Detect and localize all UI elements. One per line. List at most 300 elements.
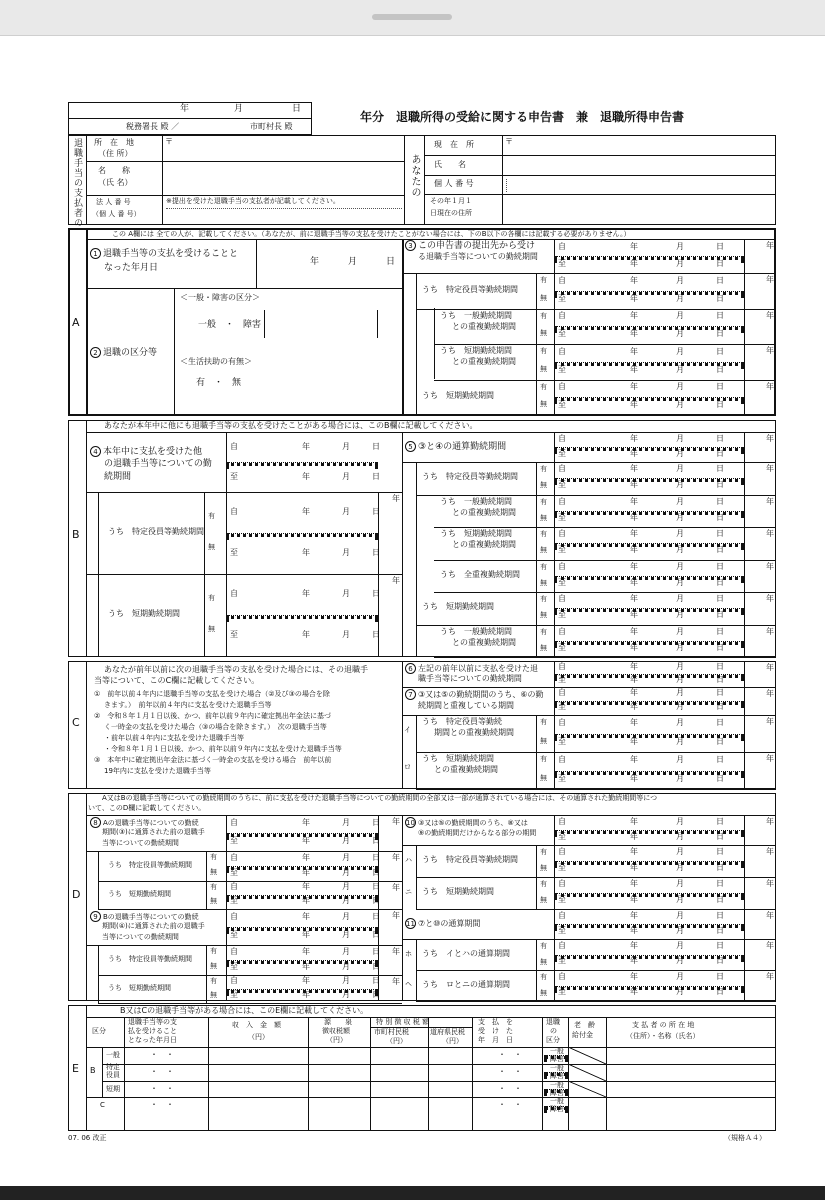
c-ib-d1: 日 [716, 773, 724, 783]
c-ia-m1: 月 [676, 736, 684, 746]
c-ia-yes[interactable]: 有 [540, 718, 547, 726]
b-short-yn-rule [204, 574, 205, 656]
d-q8-to: 至 [230, 836, 238, 845]
b-r-short-from: 自 [558, 594, 566, 604]
d-q9-short-label: うち 短期勤続期間 [108, 984, 171, 992]
e-row-retire-gen-2[interactable]: 一般 [550, 1080, 564, 1089]
a-short-d1: 日 [716, 400, 724, 410]
a-short-total-year: 年 [766, 381, 774, 391]
a-short-d0: 日 [716, 382, 724, 392]
b-r-shortdup-from: 自 [558, 529, 566, 539]
d-q9-officer-to: 至 [230, 961, 238, 971]
b-officer-from: 自 [230, 506, 238, 516]
d-q9-officer-yes[interactable]: 有 [210, 947, 217, 955]
a-general-dup-m0: 月 [676, 311, 684, 321]
you-name-label: 氏 名 [434, 160, 466, 169]
b-r-general-yes[interactable]: 有 [540, 497, 547, 506]
d-q9-short-y0: 年 [302, 976, 310, 985]
category-title: ＜一般・障害の区分＞ [180, 293, 260, 302]
d-mark-ho: ホ [405, 950, 412, 958]
a-officer-to: 至 [558, 293, 566, 303]
b-r-short-rule [416, 625, 776, 626]
d-q8-officer-to: 至 [230, 867, 238, 877]
b-r-officer-yes[interactable]: 有 [540, 465, 547, 473]
d-ho-year-rule [744, 939, 745, 970]
b-q5-y0: 年 [630, 433, 638, 443]
b-r-full-rule [434, 592, 776, 593]
e-col-rule-8 [606, 1017, 607, 1131]
a-short-dup-yn-rule [536, 344, 537, 380]
payer-number-field[interactable] [166, 208, 402, 223]
d-ho-total-year: 年 [766, 941, 774, 950]
q4-label-l3: 続期間 [104, 472, 132, 482]
a-general-dup-total-year: 年 [766, 310, 774, 320]
b-officer-total-year: 年 [392, 494, 400, 503]
a-officer-m0: 月 [676, 275, 684, 285]
c-q7-rule [402, 715, 776, 716]
q7-label-l2: 続期間と重複している期間 [418, 701, 514, 710]
b-r-general-label: うち 一般勤続期間 [440, 496, 512, 506]
a-short-dup-m0: 月 [676, 346, 684, 356]
b-r-full-yes[interactable]: 有 [540, 562, 547, 571]
d-q8-short-y0: 年 [302, 882, 310, 891]
c-ia-y1: 年 [630, 736, 638, 746]
b-q4-y1: 年 [302, 472, 310, 481]
d-q8-short-d1: 日 [372, 896, 380, 905]
you-jan1-l2: 日現在の住所 [430, 209, 472, 217]
b-r-gen2-y0: 年 [630, 626, 638, 636]
e-h-kubun: 区分 [92, 1027, 106, 1035]
b-r-short-no[interactable]: 無 [540, 611, 547, 620]
d-ni-d1: 日 [716, 895, 724, 904]
c-q7-m0: 月 [676, 688, 684, 697]
d-ni-no[interactable]: 無 [540, 896, 547, 904]
d-q9-label-l2: 期間(④)に通算された前の退職手 [102, 922, 205, 930]
a-short-dup-y1: 年 [630, 364, 638, 374]
c-ia-y0: 年 [630, 718, 638, 728]
e-col-rule-6 [542, 1017, 543, 1131]
d-ha-yes[interactable]: 有 [540, 848, 547, 856]
e-h-withheld-3: （円） [326, 1036, 347, 1044]
b-r-full-d0: 日 [716, 561, 724, 571]
c-text-1: あなたが前年以前に次の退職手当等の支払を受けた場合には、その退職手 [104, 665, 368, 674]
a-short-dup-d0: 日 [716, 346, 724, 356]
b-r-officer-total-year: 年 [766, 464, 774, 473]
d-q9-m0: 月 [342, 912, 350, 921]
d-q9-short-total-year: 年 [392, 977, 400, 986]
c-q6-total-year: 年 [766, 663, 774, 672]
b-r-full-no[interactable]: 無 [540, 578, 547, 587]
a-officer-year-rule [744, 273, 745, 309]
e-row-paydate-3[interactable]: ・ ・ [498, 1100, 522, 1110]
b-officer-d0: 日 [372, 506, 380, 516]
a-officer-label: うち 特定役員等勤続期間 [422, 284, 518, 294]
a-general-dup-no[interactable]: 無 [540, 329, 547, 338]
b-right-indent [416, 462, 417, 657]
c-text-5: ② 令和８年１月１日以後、かつ、前年以前９年内に確定拠出年金法に基づ [94, 712, 331, 720]
e-h-payer-2: （住所）・名称（氏名） [626, 1032, 700, 1040]
welfare-value[interactable]: 有 ・ 無 [196, 378, 242, 388]
e-h-retire-3: 区分 [546, 1036, 560, 1044]
a-officer-total-year: 年 [766, 275, 774, 284]
c-ib-label: うち 短期勤続期間 [422, 754, 494, 763]
category-value[interactable]: 一般 ・ 障害 [198, 320, 262, 330]
b-q4-d0: 日 [372, 442, 380, 451]
d-q10-rule [402, 845, 776, 846]
d-q8-short-no[interactable]: 無 [210, 897, 217, 905]
d-q9-short-no[interactable]: 無 [210, 991, 217, 999]
c-ib-m1: 月 [676, 773, 684, 783]
a-q3-year-rule [744, 239, 745, 273]
a-short-dup-m1: 月 [676, 364, 684, 374]
a-short-dup-y0: 年 [630, 346, 638, 356]
d-mark-ni: ニ [405, 888, 412, 896]
c-text-4: きます。） 前年以前４年内に支払を受けた退職手当等 [104, 701, 272, 709]
d-q8-short-total-year: 年 [392, 883, 400, 892]
a-officer-yes[interactable]: 有 [540, 276, 547, 284]
q1-label-l1: 1 退職手当等の支払を受けることと [90, 248, 238, 260]
b-r-full-to: 至 [558, 577, 566, 587]
b-r-full-year-rule [744, 560, 745, 593]
d-right-indent-2 [416, 939, 417, 1001]
c-q6-y0: 年 [630, 661, 638, 671]
d-q8-short-yes[interactable]: 有 [210, 883, 217, 891]
d-q8-short-from: 自 [230, 882, 238, 891]
b-r-gen2-label-2: との重複勤続期間 [452, 637, 516, 647]
c-ib-yes[interactable]: 有 [540, 755, 547, 763]
d-right-indent-1 [416, 845, 417, 909]
d-q11-from: 自 [558, 910, 566, 920]
c-q6-from: 自 [558, 661, 566, 671]
e-row-retire-dis-3[interactable]: 障害 [550, 1105, 564, 1114]
d-ha-to: 至 [558, 863, 566, 872]
b-r-shortdup-m0: 月 [676, 529, 684, 539]
c-ib-y0: 年 [630, 755, 638, 765]
e-header-rule [86, 1047, 776, 1048]
e-h-city-1: 市町村民税 [374, 1028, 409, 1036]
c-ib-d0: 日 [716, 755, 724, 765]
e-h-date-3: となった年月日 [128, 1036, 177, 1044]
d-ha-d0: 日 [716, 847, 724, 856]
e-row-retire-dis-1[interactable]: 障害 [550, 1071, 564, 1080]
e-row-retire-gen-1[interactable]: 一般 [550, 1063, 564, 1072]
d-q10-year-rule [744, 815, 745, 845]
d-ha-d1: 日 [716, 863, 724, 872]
b-r-short-year-rule [744, 592, 745, 625]
d-he-from: 自 [558, 971, 566, 981]
b-r-officer-rule [416, 495, 776, 496]
c-ia-d0: 日 [716, 718, 724, 728]
b-r-general-d0: 日 [716, 496, 724, 506]
c-q7-y1: 年 [630, 702, 638, 711]
d-ni-yes[interactable]: 有 [540, 880, 547, 888]
d-he-year-rule [744, 970, 745, 1001]
d-ha-m0: 月 [676, 847, 684, 856]
a-short-no[interactable]: 無 [540, 400, 547, 409]
e-row-retire-dis-0[interactable]: 障害 [550, 1055, 564, 1063]
b-left-indent [98, 492, 99, 657]
b-r-shortdup-year-rule [744, 527, 745, 560]
q1-month: 月 [348, 257, 358, 267]
c-ib-yn-rule [536, 752, 537, 789]
b-officer-no[interactable]: 無 [208, 543, 215, 551]
e-h-special: 特 別 徴 収 税 額 [376, 1018, 430, 1026]
d-he-no[interactable]: 無 [540, 988, 547, 997]
d-ha-y1: 年 [630, 863, 638, 872]
c-ib-no[interactable]: 無 [540, 773, 547, 782]
a-officer-no[interactable]: 無 [540, 293, 547, 302]
b-r-short-yes[interactable]: 有 [540, 595, 547, 603]
payer-name-label: 名 称 [98, 166, 130, 175]
d-q9-officer-d1: 日 [372, 961, 380, 971]
d-q9-officer-m1: 月 [342, 961, 350, 971]
a-general-dup-rule [434, 344, 776, 345]
e-row-retire-gen-3[interactable]: 一般 [550, 1097, 564, 1106]
payer-side-label: 退職手当の支払者の [72, 138, 82, 228]
e-row-retire-mid-1 [544, 1072, 568, 1076]
e-row-paydate-0[interactable]: ・ ・ [498, 1050, 522, 1059]
b-r-shortdup-label-2: との重複勤続期間 [452, 540, 516, 549]
b-q4-d1: 日 [372, 472, 380, 481]
d-q9-short-yes[interactable]: 有 [210, 977, 217, 985]
b-r-gen2-yn-rule [536, 625, 537, 658]
d-q8-officer-no[interactable]: 無 [210, 868, 217, 876]
b-q5-from: 自 [558, 433, 566, 443]
b-short-rule [86, 656, 402, 657]
a-q3-d1: 日 [716, 258, 724, 268]
b-r-general-yn-rule [536, 495, 537, 528]
a-officer-d0: 日 [716, 275, 724, 285]
d-q9-officer-yn-rule [206, 945, 207, 975]
c-ib-total-year: 年 [766, 754, 774, 763]
d-q9-y0: 年 [302, 912, 310, 921]
drag-handle[interactable] [372, 14, 452, 20]
a-general-dup-year-rule [744, 309, 745, 345]
b-r-general-to: 至 [558, 512, 566, 522]
d-q8-label-l1: 8 Aの退職手当等についての勤続 [90, 817, 199, 828]
d-ni-y1: 年 [630, 895, 638, 904]
d-q8-officer-yn-rule [206, 851, 207, 881]
d-q9-short-from: 自 [230, 976, 238, 985]
d-q10-m0: 月 [676, 816, 684, 826]
b-r-officer-no[interactable]: 無 [540, 481, 547, 490]
d-q10-m1: 月 [676, 831, 684, 841]
d-q11-m0: 月 [676, 910, 684, 920]
d-q9-rule [86, 945, 402, 946]
b-r-shortdup-y1: 年 [630, 545, 638, 555]
e-row-paydate-1[interactable]: ・ ・ [498, 1066, 522, 1076]
b-r-shortdup-yes[interactable]: 有 [540, 530, 547, 538]
d-q9-short-to: 至 [230, 990, 238, 999]
a-short-dup-yes[interactable]: 有 [540, 347, 547, 355]
b-r-gen2-total-year: 年 [766, 626, 774, 636]
b-officer-to: 至 [230, 547, 238, 557]
d-mark-ha: ハ [405, 856, 412, 864]
d-q8-officer-yes[interactable]: 有 [210, 853, 217, 861]
d-q9-short-m0: 月 [342, 976, 350, 985]
a-short-dup-from: 自 [558, 346, 566, 356]
b-r-officer-m0: 月 [676, 464, 684, 474]
e-b-rule [102, 1047, 103, 1097]
b-q4-y0: 年 [302, 442, 310, 451]
c-ib-m0: 月 [676, 755, 684, 765]
e-col-rule-1 [208, 1017, 209, 1131]
b-r-officer-y1: 年 [630, 480, 638, 490]
section-c-letter: C [72, 716, 80, 729]
b-r-shortdup-no[interactable]: 無 [540, 546, 547, 555]
q5-label: 5 ③と④の通算勤続期間 [405, 441, 506, 453]
d-he-yn-rule [536, 970, 537, 1001]
a-short-yes[interactable]: 有 [540, 382, 547, 391]
d-q8-label-l2: 期間(③)に通算された前の退職手 [102, 828, 205, 836]
b-officer-yn-rule [204, 492, 205, 574]
d-q9-short-d1: 日 [372, 990, 380, 999]
c-text-7: ・前年以前４年内に支払を受けた退職手当等 [104, 734, 244, 742]
d-q8-m1: 月 [342, 836, 350, 845]
b-r-gen2-yes[interactable]: 有 [540, 627, 547, 636]
b-q5-m0: 月 [676, 433, 684, 443]
b-r-officer-m1: 月 [676, 480, 684, 490]
e-h-retire-1: 退職 [546, 1018, 560, 1026]
b-r-general-y1: 年 [630, 512, 638, 522]
e-row-retire-dis-2[interactable]: 障害 [550, 1088, 564, 1097]
b-r-shortdup-d0: 日 [716, 529, 724, 539]
b-r-short-to: 至 [558, 610, 566, 620]
d-ha-year-rule [744, 845, 745, 877]
d-mark-he: ヘ [405, 980, 412, 988]
e-row-date-1[interactable]: ・ ・ [150, 1066, 174, 1076]
e-h-pref-2: （円） [442, 1037, 463, 1045]
you-personal-number-label: 個 人 番 号 [434, 179, 474, 188]
b-officer-m0: 月 [342, 506, 350, 516]
c-q6-m0: 月 [676, 661, 684, 671]
c-ib-from: 自 [558, 755, 566, 765]
b-r-gen2-d0: 日 [716, 626, 724, 636]
a-short-rule [416, 415, 776, 416]
b-r-gen2-no[interactable]: 無 [540, 643, 547, 652]
e-h-withheld-1: 源 泉 [324, 1018, 352, 1026]
c-text-3: ① 前年以前４年内に退職手当等の支払を受けた場合（②及び③の場合を除 [94, 690, 330, 698]
b-q5-d0: 日 [716, 433, 724, 443]
a-short-y1: 年 [630, 400, 638, 410]
d-ho-m1: 月 [676, 956, 684, 966]
d-ha-no[interactable]: 無 [540, 864, 547, 872]
d-q9-officer-from: 自 [230, 946, 238, 956]
d-he-m1: 月 [676, 987, 684, 997]
a-general-dup-d1: 日 [716, 329, 724, 339]
a-general-dup-yes[interactable]: 有 [540, 311, 547, 320]
c-q7-year-rule [744, 687, 745, 715]
e-row-date-3[interactable]: ・ ・ [150, 1100, 174, 1110]
b-q5-total-year: 年 [766, 434, 774, 443]
e-row-retire-gen-0[interactable]: 一般 [550, 1047, 564, 1055]
e-row-date-2[interactable]: ・ ・ [150, 1083, 174, 1093]
a-general-dup-label-2: との重複勤続期間 [452, 321, 516, 331]
c-text-9: ③ 本年中に確定拠出年金法に基づく一時金の支払を受ける場合 前年以前 [94, 756, 332, 764]
d-q8-officer-m1: 月 [342, 867, 350, 877]
b-short-m0: 月 [342, 588, 350, 598]
b-r-gen2-y1: 年 [630, 642, 638, 652]
b-short-yes[interactable]: 有 [208, 594, 215, 602]
b-officer-y1: 年 [302, 547, 310, 557]
b-r-gen2-year-rule [744, 625, 745, 658]
b-r-officer-to: 至 [558, 480, 566, 490]
c-q6-y1: 年 [630, 674, 638, 684]
c-q7-total-year: 年 [766, 689, 774, 698]
d-he-to: 至 [558, 987, 566, 997]
b-r-shortdup-to: 至 [558, 545, 566, 555]
d-q8-officer-d1: 日 [372, 867, 380, 877]
d-ho-y1: 年 [630, 956, 638, 966]
a-q3-to: 至 [558, 258, 566, 268]
e-row-date-0[interactable]: ・ ・ [150, 1050, 174, 1059]
e-row-paydate-2[interactable]: ・ ・ [498, 1083, 522, 1093]
b-r-general-rule [434, 527, 776, 528]
d-q11-d1: 日 [716, 925, 724, 935]
d-he-total-year: 年 [766, 972, 774, 981]
d-q9-m1: 月 [342, 930, 350, 939]
b-short-no[interactable]: 無 [208, 625, 215, 633]
b-short-mid [226, 615, 378, 619]
you-number-field[interactable] [506, 179, 774, 192]
d-q9-label-l1: 9 Bの退職手当等についての勤続 [90, 911, 199, 922]
e-row-label-2: 短期 [106, 1084, 120, 1093]
b-q5-year-rule [744, 432, 745, 462]
d-ho-no[interactable]: 無 [540, 957, 547, 966]
d-q11-m1: 月 [676, 925, 684, 935]
a-general-dup-label: うち 一般勤続期間 [440, 310, 512, 320]
b-short-from: 自 [230, 588, 238, 598]
d-q8-total-year: 年 [392, 817, 400, 826]
a-indent-rule [416, 273, 417, 416]
e-h-city-2: （円） [386, 1037, 407, 1045]
b-officer-m1: 月 [342, 547, 350, 557]
d-q9-short-yn-rule [206, 975, 207, 1003]
d-he-rule [416, 1001, 776, 1002]
a-q3-m0: 月 [676, 241, 684, 251]
b-officer-y0: 年 [302, 506, 310, 516]
b-r-short-yn-rule [536, 592, 537, 625]
e-h-withheld-2: 徴収税額 [322, 1027, 350, 1035]
d-q9-officer-no[interactable]: 無 [210, 962, 217, 970]
b-officer-yes[interactable]: 有 [208, 512, 215, 520]
footer-size: （規格Ａ４） [724, 1134, 766, 1142]
d-ni-m1: 月 [676, 895, 684, 904]
d-q8-label-l3: 当等についての勤続期間 [102, 839, 179, 847]
e-col-rule-0 [124, 1017, 125, 1131]
e-h-income-2: （円） [248, 1033, 269, 1041]
d-q9-short-m1: 月 [342, 990, 350, 999]
q2-label: 2 退職の区分等 [90, 347, 157, 359]
b-r-general-no[interactable]: 無 [540, 513, 547, 522]
c-ia-no[interactable]: 無 [540, 736, 547, 745]
b-r-general-label-2: との重複勤続期間 [452, 507, 516, 517]
c-q7-m1: 月 [676, 702, 684, 711]
d-ho-yn-rule [536, 939, 537, 970]
a-q3-rule [402, 273, 776, 274]
payer-name-sub: （氏 名） [98, 178, 133, 187]
a-short-dup-no[interactable]: 無 [540, 364, 547, 373]
a-officer-y0: 年 [630, 275, 638, 285]
b-r-officer-year-rule [744, 462, 745, 495]
q6-label-l1: 6 左記の前年以前に支払を受けた退 [405, 663, 538, 674]
c-right-indent [416, 715, 417, 789]
b-r-full-from: 自 [558, 561, 566, 571]
d-he-yes[interactable]: 有 [540, 973, 547, 981]
d-q9-d1: 日 [372, 930, 380, 939]
b-r-gen2-d1: 日 [716, 642, 724, 652]
d-ho-yes[interactable]: 有 [540, 942, 547, 950]
